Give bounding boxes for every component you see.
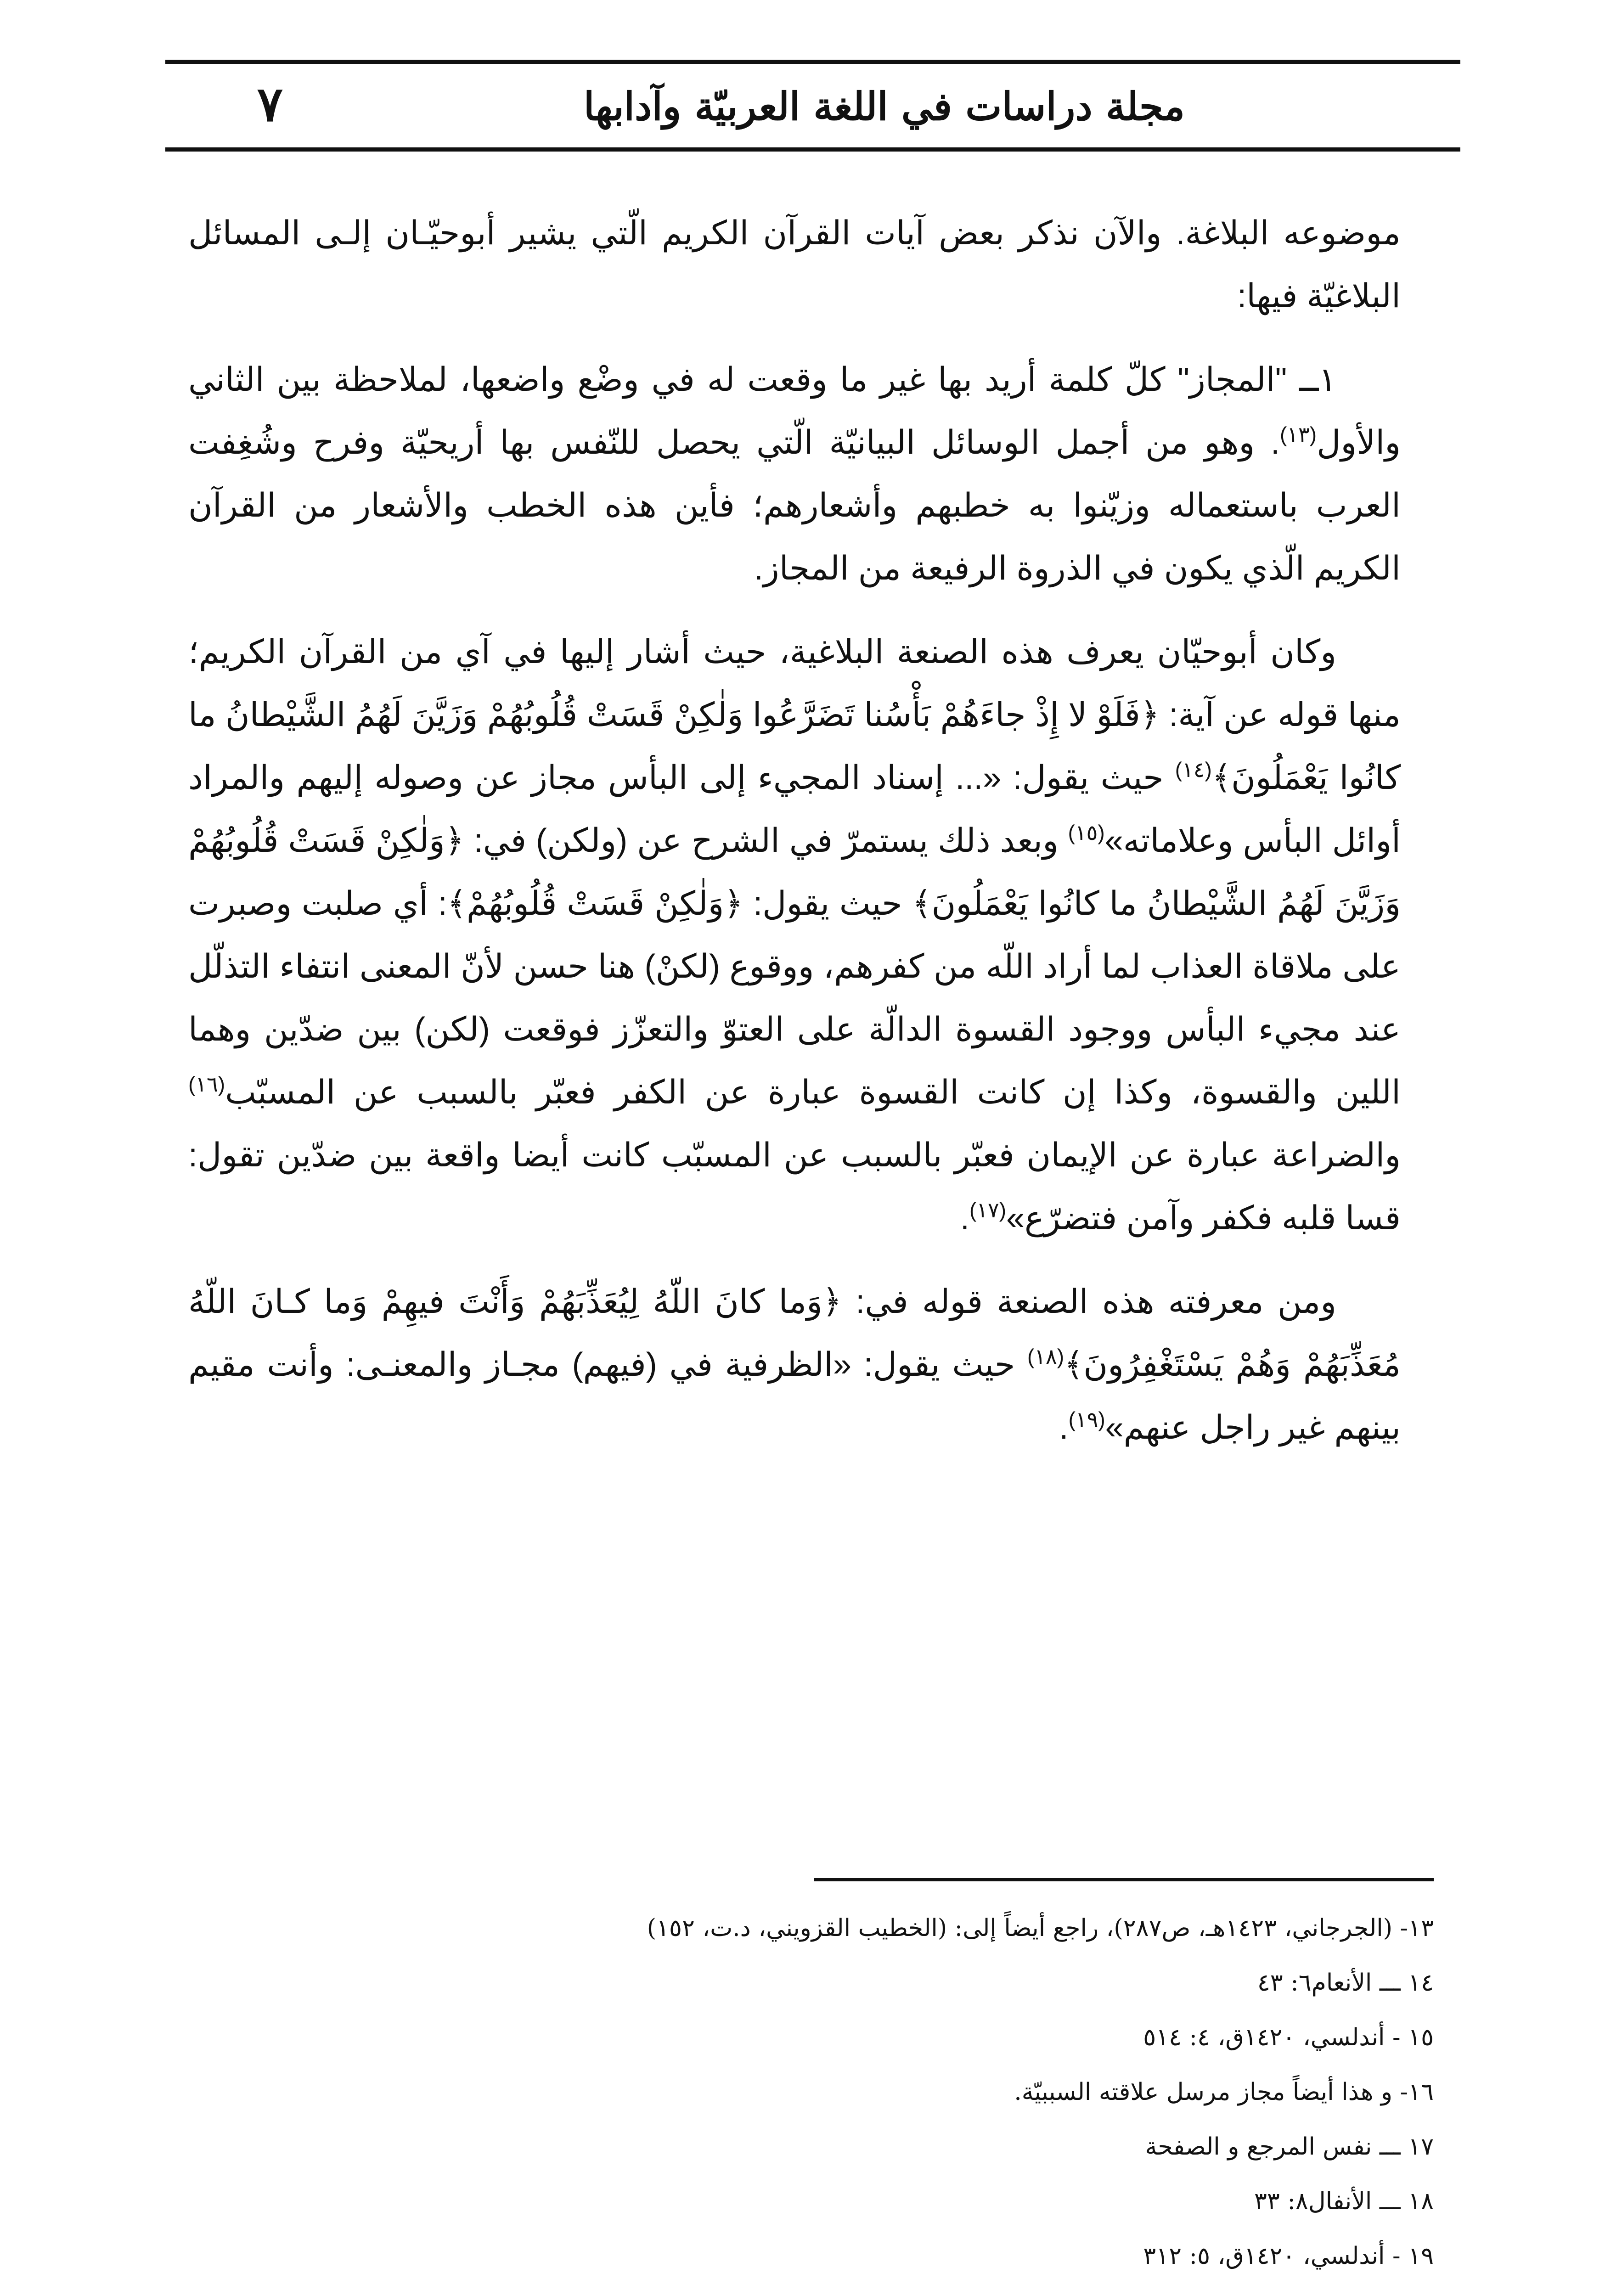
paragraph-text: ومن معرفته هذه الصنعة قوله في: ﴿وَما كانَ اللّهُ لِيُعَذِّبَهُمْ وَأَنْتَ فيهِمْ وَما كـانَ اللّهُ مُعَذِّبَهُمْ وَهُمْ يَسْتَغْفِرُونَ﴾ [188,1283,1401,1383]
footnote-18: ١٨ ـــ الأنفال٨: ٣٣ [1254,2188,1434,2215]
paragraph-text: . [960,1200,969,1237]
journal-title: مجلة دراسات في اللغة العربيّة وآدابها [583,84,1185,129]
paragraph-intro [188,202,1401,328]
paragraph-text: وكان أبوحيّان يعرف هذه الصنعة البلاغية، حيث أشار إليها في آي من القرآن الكريم؛ منها قوله عن آية: ﴿فَلَوْ لا إِذْ جاءَهُمْ بَأْسُنا تَضَرَّعُوا وَلٰكِنْ قَسَتْ قُلُوبُهُمْ وَزَيَّنَ لَهُمُ الشَّيْطانُ ما كانُوا يَعْمَلُونَ﴾ [188,634,1401,796]
footnote-17: ١٧ ـــ نفس المرجع و الصفحة [1145,2133,1434,2161]
page-number: ٧ [257,76,283,132]
paragraph-text: حيث يقول: «الظرفية في (فيهم) مجـاز والمعنـى: وأنت مقيم بينهم غير راجل عنهم» [188,1346,1401,1446]
footnote-15: ١٥ - أندلسي، ١٤٢٠ق، ٤: ٥١٤ [1143,2024,1434,2051]
footnote-ref: (١٣) [1280,422,1317,446]
footnote-ref: (١٩) [1068,1407,1105,1431]
footnote-separator [814,1878,1434,1881]
footnote-14: ١٤ ـــ الأنعام٦: ٤٣ [1257,1969,1434,1997]
footnote-ref: (١٥) [1068,821,1105,844]
footnote-ref: (١٤) [1175,758,1212,782]
paragraph-text: والضراعة عبارة عن الإيمان فعبّر بالسبب عن المسبّب كانت أيضا واقعة بين ضدّين تقول: قسا قلبه فكفر وآمن فتضرّع» [188,1137,1401,1237]
paragraph-text: . [1059,1409,1069,1446]
paragraph-text: . وهو من أجمل الوسائل البيانيّة الّتي يحصل للنّفس بها أريحيّة وفرح وشُغِفت العرب باستعماله وزيّنوا به خطبهم وأشعارهم؛ فأين هذه الخطب والأشعار من القرآن الكريم الّذي يكون في الذروة الرفيعة من المجاز. [188,424,1401,587]
footnote-ref: (١٧) [969,1198,1007,1222]
paragraph-majaz-definition [188,349,1401,600]
footnote-16: ١٦- و هذا أيضاً مجاز مرسل علاقته السببيّة. [1014,2078,1434,2106]
paragraph-text: حيث يقول: «... إسناد المجيء إلى البأس مجاز عن وصوله إليهم والمراد أوائل البأس وعلاماته» [188,760,1401,859]
paragraph-text: موضوعه البلاغة. والآن نذكر بعض آيات القرآن الكريم الّتي يشير أبوحيّـان إلـى المسائل البلاغيّة فيها: [188,215,1401,315]
footnote-ref: (١٨) [1027,1345,1064,1368]
paragraph-text: وبعد ذلك يستمرّ في الشرح عن (ولكن) في: ﴿وَلٰكِنْ قَسَتْ قُلُوبُهُمْ وَزَيَّنَ لَهُمُ الشَّيْطانُ ما كانُوا يَعْمَلُونَ﴾ حيث يقول: ﴿وَلٰكِنْ قَسَتْ قُلُوبُهُمْ﴾: أي صلبت وصبرت على ملاقاة العذاب لما أراد اللّه من كفرهم، ووقوع (لكنْ) هنا حسن لأنّ المعنى انتفاء التذلّل عند مجيء البأس ووجود القسوة الدالّة على العتوّ والتعزّز فوقعت (لكن) بين ضدّين وهما اللين والقسوة، وكذا إن كانت القسوة عبارة عن الكفر فعبّر بالسبب عن المسبّب [188,822,1401,1111]
footnote-13: ١٣- (الجرجاني، ١٤٢٣هـ، ص٢٨٧)، راجع أيضاً إلى: (الخطيب القزويني، د.ت، ١٥٢) [647,1914,1434,1942]
footnote-19: ١٩ - أندلسي، ١٤٢٠ق، ٥: ٣١٢ [1143,2242,1434,2270]
footnote-ref: (١٦) [188,1072,225,1096]
running-header [165,60,1460,152]
paragraph-text: ١ــ "المجاز" كلّ كلمة أريد بها غير ما وقعت له في وضْع واضعها، لملاحظة بين الثاني والأول [188,361,1401,461]
paragraph-abu-hayyan [188,621,1401,1250]
paragraph-zarfiya [188,1271,1401,1459]
article-body [188,202,1401,1480]
footnotes [194,1901,1434,2284]
